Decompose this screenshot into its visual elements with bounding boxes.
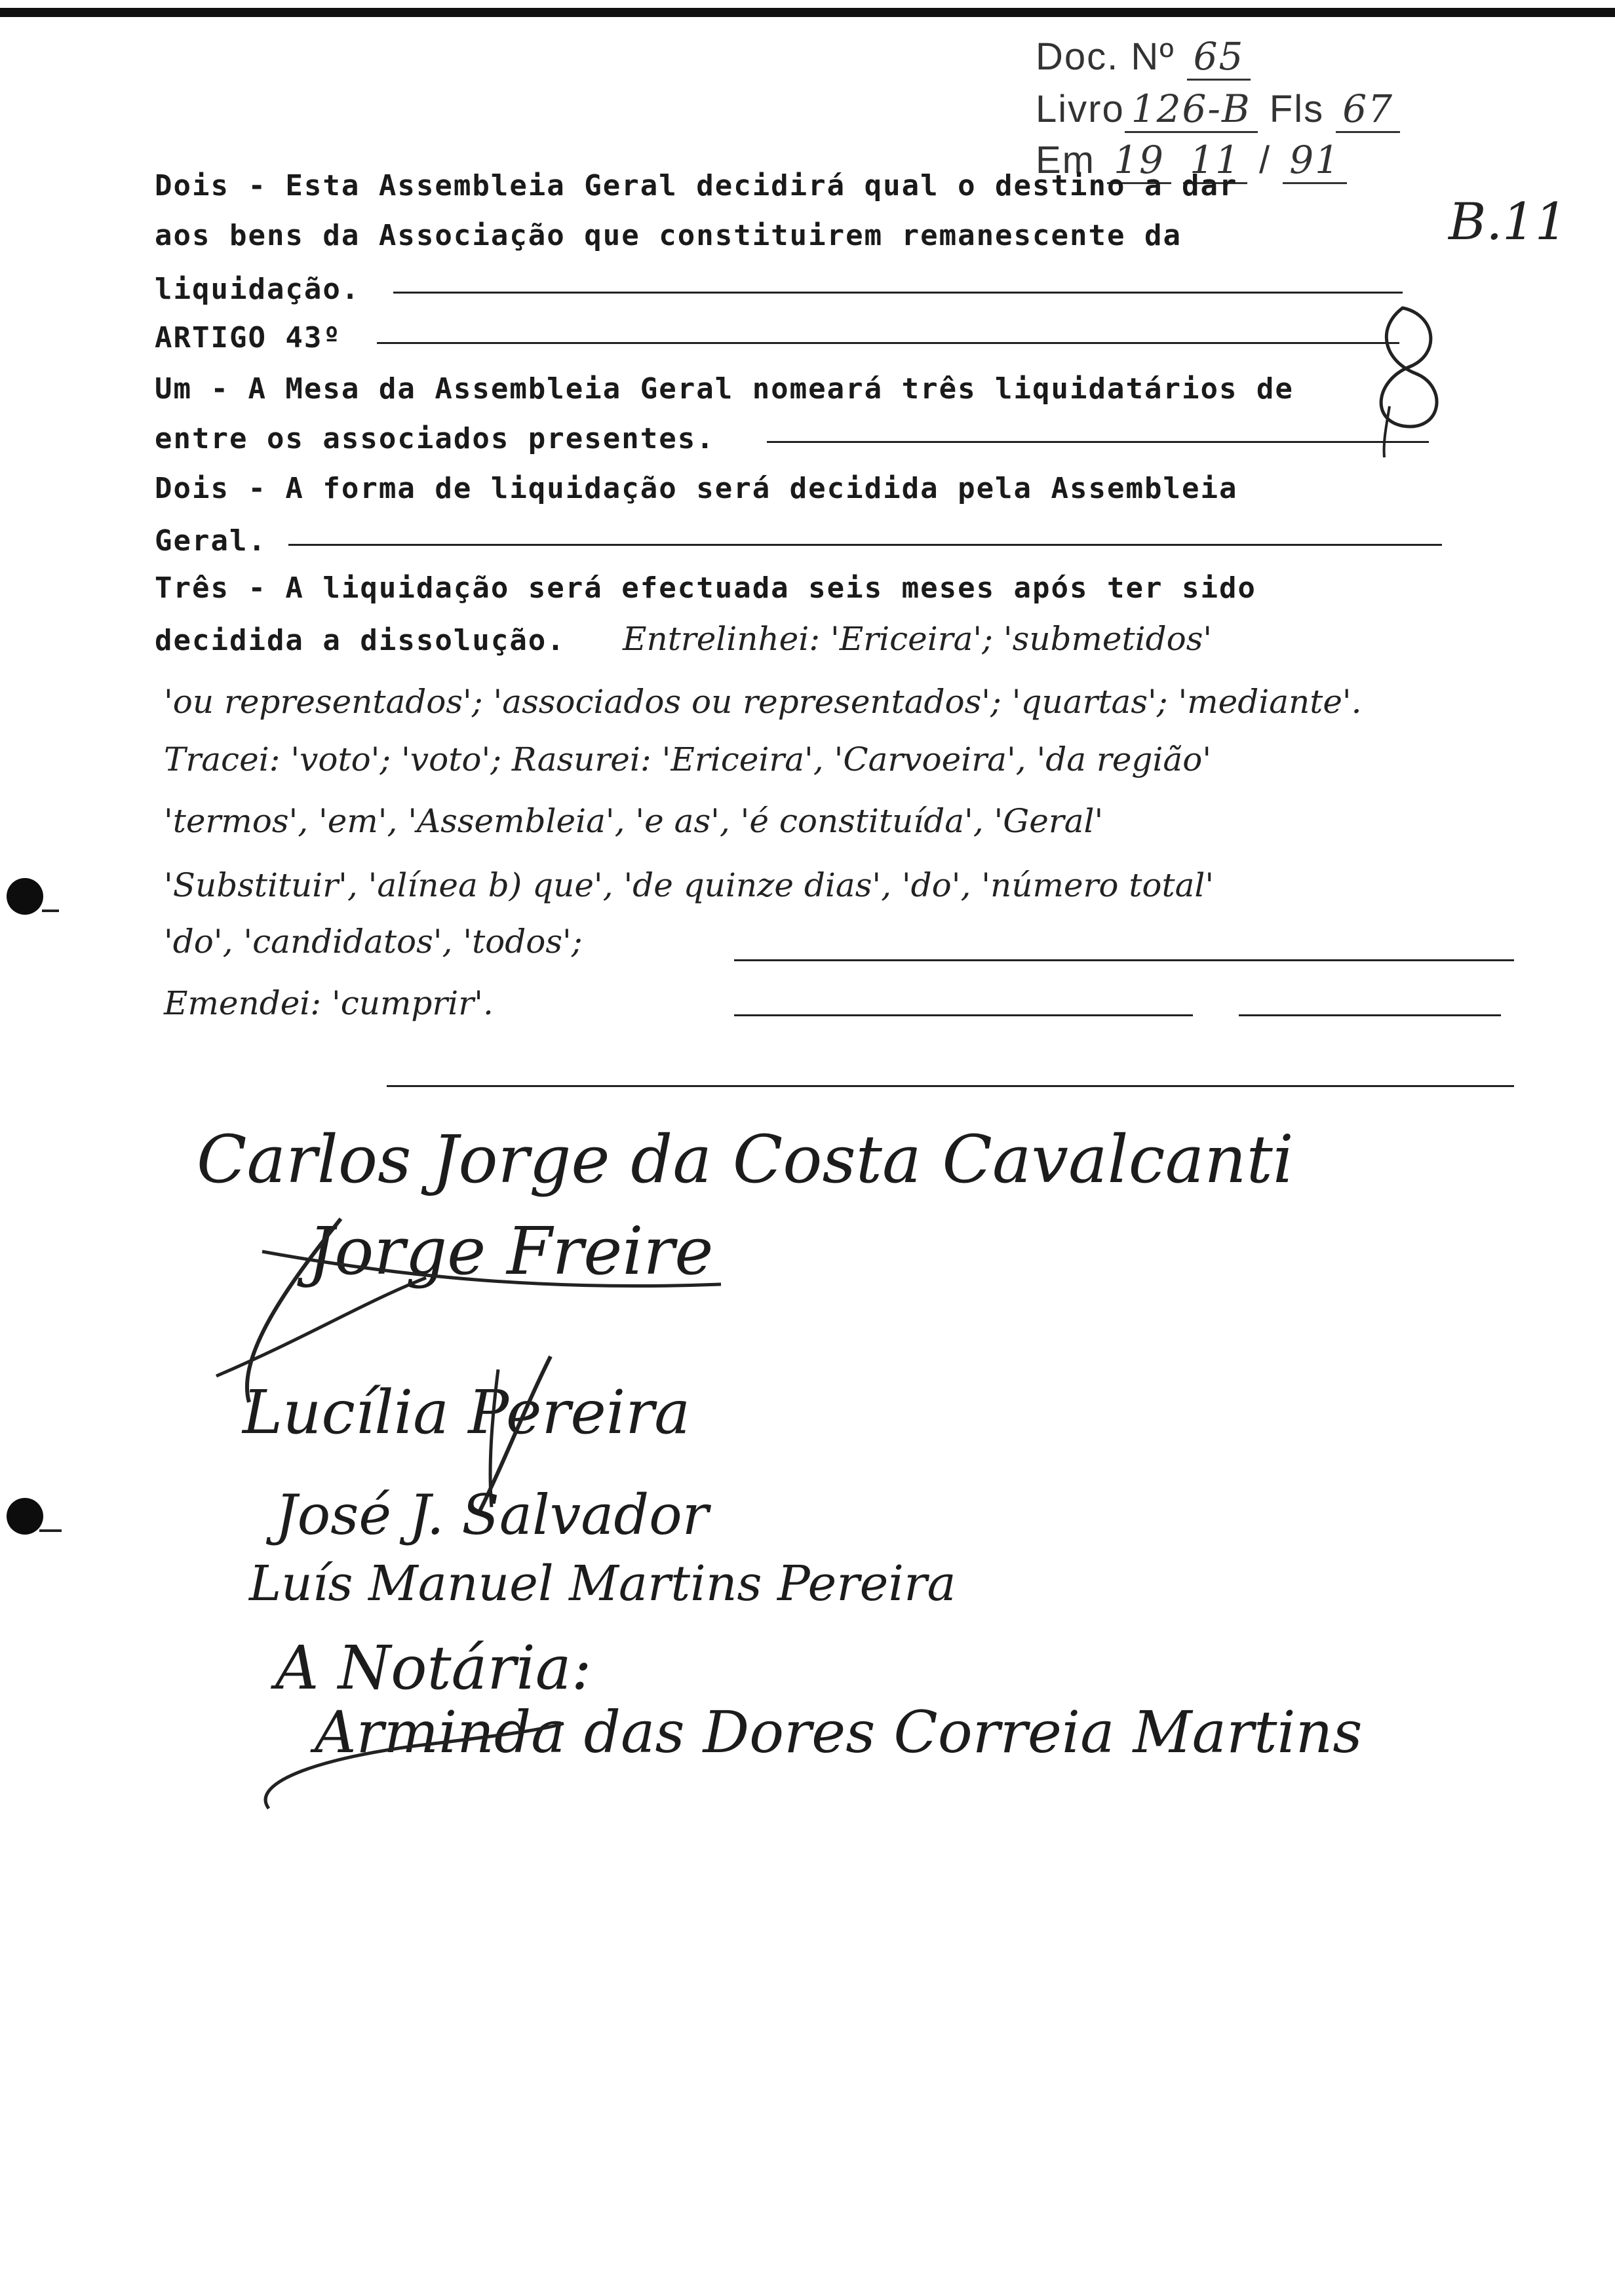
livro-label: Livro (1036, 88, 1125, 130)
margin-rubric: B.11 (1449, 193, 1568, 252)
signature-3: Lucília Pereira (243, 1377, 691, 1447)
paragraph-line-9: Três - A liquidação será efectuada seis meses após ter sido (155, 571, 1256, 605)
notary-signature-flourish (243, 1717, 570, 1822)
fill-line (288, 544, 1442, 546)
date-month: 11 (1183, 138, 1247, 184)
handwritten-note-line-1: Entrelinhei: 'Ericeira'; 'submetidos' (623, 620, 1213, 658)
top-border-rule (0, 8, 1615, 17)
punch-hole-mark (42, 909, 59, 912)
fill-line (767, 441, 1429, 443)
date-day: 19 (1107, 138, 1171, 184)
fill-line (734, 959, 1514, 961)
livro-number: 126-B (1125, 86, 1258, 133)
paragraph-line-1: Dois - Esta Assembleia Geral decidirá qual o destino a dar (155, 169, 1238, 202)
article-heading: ARTIGO 43º (155, 321, 341, 354)
paragraph-line-6: entre os associados presentes. (155, 422, 715, 455)
date-year: 91 (1283, 138, 1347, 184)
notary-signature: Arminda das Dores Correia Martins (315, 1698, 1363, 1766)
fls-number: 67 (1336, 86, 1400, 133)
handwritten-note-line-6: 'do', 'candidatos', 'todos'; (164, 923, 583, 961)
paragraph-line-7: Dois - A forma de liquidação será decidida pela Assembleia (155, 472, 1238, 505)
signature-2: Jorge Freire (308, 1213, 714, 1290)
date-separator: / (1259, 139, 1272, 182)
fill-line (734, 1014, 1193, 1016)
notary-heading: A Notária: (275, 1633, 592, 1703)
registry-stamp-doc (1036, 34, 1251, 81)
paragraph-line-10: decidida a dissolução. (155, 624, 566, 657)
doc-label: Doc. Nº (1036, 35, 1175, 78)
handwritten-note-line-7: Emendei: 'cumprir'. (164, 984, 494, 1022)
punch-hole (7, 1498, 43, 1535)
signature-4: José J. Salvador (275, 1483, 709, 1547)
paragraph-line-3: liquidação. (155, 273, 360, 306)
punch-hole (7, 878, 43, 915)
signature-5: Luís Manuel Martins Pereira (249, 1556, 956, 1612)
fill-line (387, 1085, 1514, 1087)
paragraph-line-2: aos bens da Associação que constituirem remanescente da (155, 219, 1182, 252)
fill-line (1239, 1014, 1501, 1016)
em-label: Em (1036, 139, 1095, 182)
doc-number: 65 (1187, 34, 1251, 81)
paragraph-line-8: Geral. (155, 524, 267, 558)
handwritten-note-line-2: 'ou representados'; 'associados ou representados'; 'quartas'; 'mediante'. (164, 683, 1362, 721)
fls-label: Fls (1269, 88, 1325, 130)
punch-hole-mark (39, 1529, 62, 1532)
paragraph-line-5: Um - A Mesa da Assembleia Geral nomeará três liquidatários de (155, 372, 1294, 406)
handwritten-note-line-4: 'termos', 'em', 'Assembleia', 'e as', 'é constituída', 'Geral' (164, 802, 1104, 840)
handwritten-note-line-3: Tracei: 'voto'; 'voto'; Rasurei: 'Ericeira', 'Carvoeira', 'da região' (164, 740, 1212, 778)
fill-line (393, 292, 1403, 294)
fill-line (377, 342, 1399, 344)
signature-1: Carlos Jorge da Costa Cavalcanti (197, 1121, 1294, 1198)
page-rubric-mark (1363, 301, 1455, 459)
registry-stamp-livro (1036, 86, 1400, 133)
handwritten-note-line-5: 'Substituir', 'alínea b) que', 'de quinze dias', 'do', 'número total' (164, 866, 1215, 904)
